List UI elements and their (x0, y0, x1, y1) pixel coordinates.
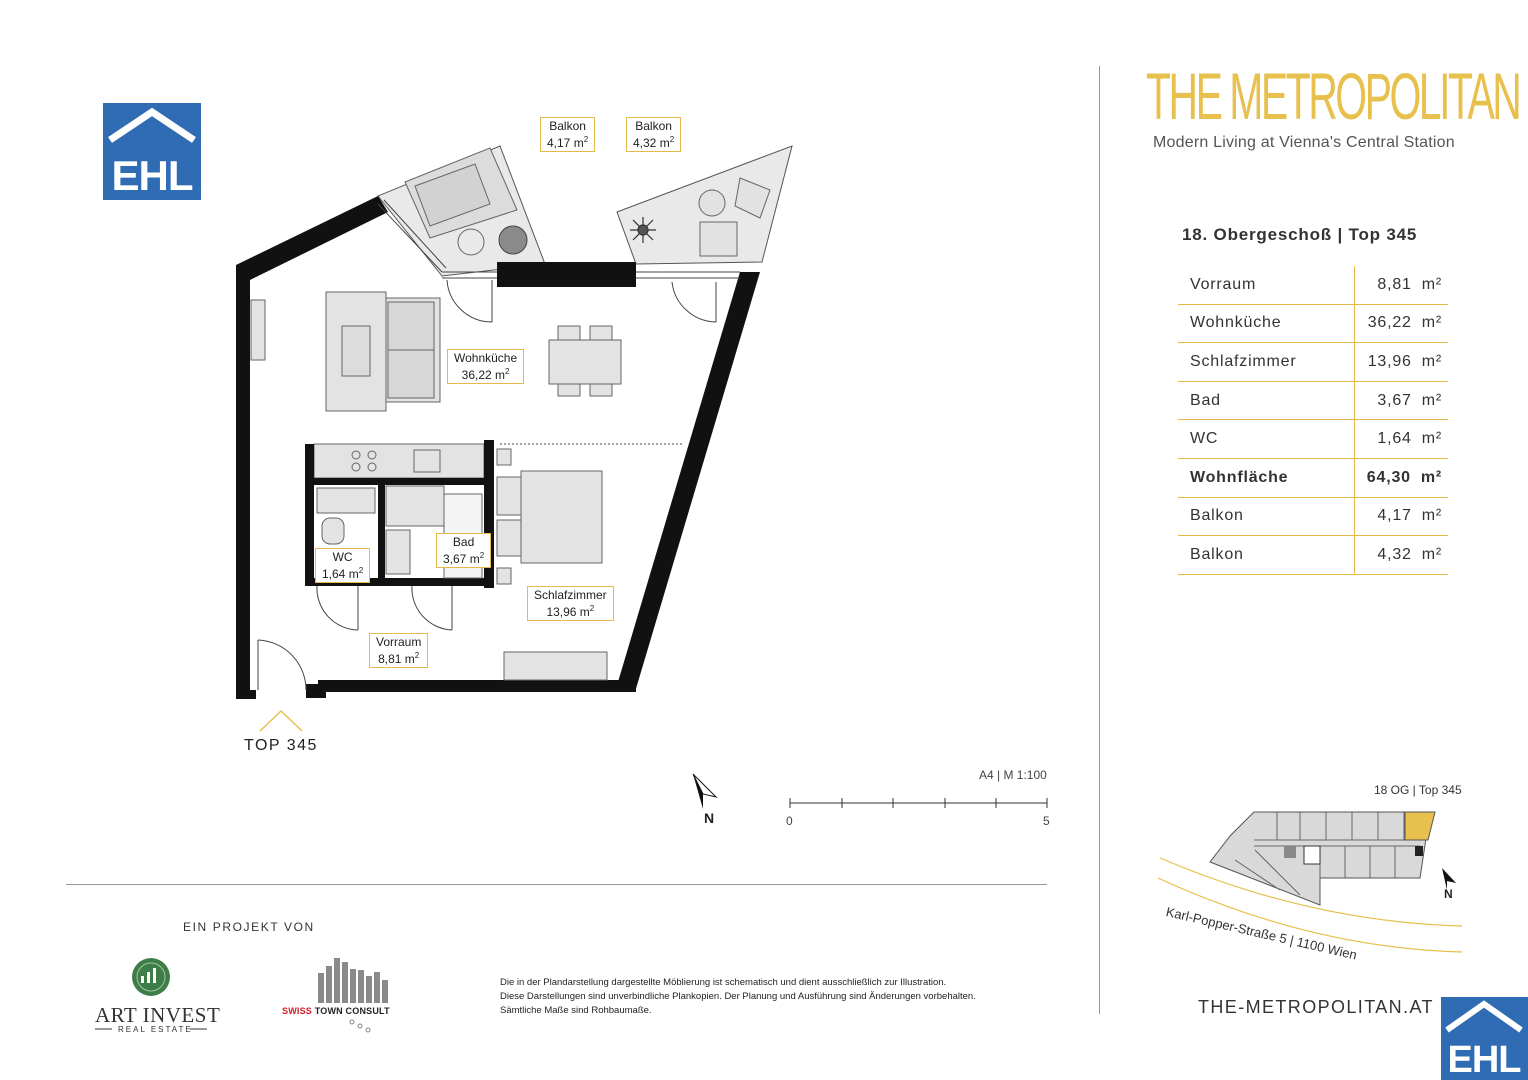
area-value (1355, 304, 1449, 343)
room-area (443, 549, 484, 566)
area-value (1355, 420, 1449, 459)
balkon-1-plant (499, 226, 527, 254)
room-area (454, 365, 517, 382)
balkon-2-plant (630, 217, 656, 243)
svg-text:EHL: EHL (111, 152, 193, 199)
area-unit: m² (1421, 352, 1442, 370)
area-number: 3,67 (1377, 391, 1412, 409)
room-area-value: 36,22 m (461, 368, 506, 382)
area-name: Bad (1178, 381, 1355, 420)
scale-end: 5 (1043, 814, 1050, 828)
room-area (322, 564, 363, 581)
art-invest-name: ART INVEST (95, 1003, 221, 1027)
room-area (376, 649, 421, 666)
area-name: Schlafzimmer (1178, 343, 1355, 382)
scale-label: A4 | M 1:100 (979, 768, 1047, 782)
brand-subtitle: Modern Living at Vienna's Central Station (1153, 134, 1455, 151)
area-name: Balkon (1178, 497, 1355, 536)
area-unit: m² (1421, 275, 1442, 293)
room-label-schlafzimmer (527, 586, 614, 621)
area-unit: m² (1421, 430, 1442, 448)
room-name: Vorraum (376, 635, 422, 649)
room-name: Balkon (635, 119, 672, 133)
room-label-wohnkueche (447, 349, 524, 384)
north-label-keyplan: N (1444, 887, 1453, 901)
art-invest-sub: REAL ESTATE (118, 1025, 193, 1034)
horizontal-divider (66, 884, 1047, 885)
area-name: WC (1178, 420, 1355, 459)
top-label: TOP 345 (244, 737, 318, 754)
area-number: 36,22 (1367, 314, 1412, 332)
room-name: Wohnküche (454, 351, 518, 365)
area-unit: m² (1420, 468, 1442, 486)
area-exponent: 2 (505, 367, 510, 376)
area-number: 13,96 (1367, 352, 1412, 370)
area-value (1355, 343, 1449, 382)
disclaimer-line: Diese Darstellungen sind unverbindliche Plankopien. Der Planung und Ausführung sind Änderungen vorbehalten. (500, 991, 976, 1002)
keyplan-label: 18 OG | Top 345 (1374, 783, 1462, 797)
area-value (1355, 381, 1449, 420)
room-name: Balkon (549, 119, 586, 133)
ehl-logo-top (103, 103, 201, 200)
room-label-balkon-2 (626, 117, 681, 152)
room-name: WC (332, 550, 353, 564)
area-row (1178, 458, 1448, 497)
wardrobe (251, 300, 265, 360)
area-row (1178, 497, 1448, 536)
stc-rest: TOWN CONSULT (312, 1006, 390, 1016)
room-area-value: 8,81 m (378, 652, 415, 666)
street-address: Karl-Popper-Straße 5 | 1100 Wien (1164, 904, 1359, 963)
area-value (1355, 458, 1449, 497)
area-exponent: 2 (414, 651, 420, 660)
area-value (1355, 497, 1449, 536)
north-label: N (704, 810, 715, 826)
area-exponent: 2 (479, 551, 485, 560)
keyplan-unit-highlight (1405, 812, 1435, 840)
room-area-value: 4,17 m (547, 136, 584, 150)
ehl-logo-bottom (1441, 997, 1528, 1080)
area-exponent: 2 (589, 604, 595, 613)
area-row (1178, 266, 1448, 304)
room-area-value: 4,32 m (633, 136, 670, 150)
area-unit: m² (1421, 314, 1442, 332)
project-by-label: EIN PROJEKT VON (183, 920, 315, 934)
room-area (547, 133, 588, 150)
area-name: Wohnfläche (1178, 458, 1355, 497)
room-name: Bad (452, 535, 475, 549)
scale-start: 0 (786, 814, 793, 828)
stc-logo-mark (318, 958, 388, 1032)
north-arrow-main (693, 774, 716, 809)
area-name: Balkon (1178, 536, 1355, 575)
area-row (1178, 304, 1448, 343)
entrance-marker (260, 711, 302, 731)
area-number: 1,64 (1377, 430, 1412, 448)
area-row (1178, 381, 1448, 420)
area-table-body (1178, 266, 1448, 574)
room-label-vorraum (369, 633, 428, 668)
area-exponent: 2 (583, 135, 589, 144)
svg-text:EHL: EHL (1447, 1039, 1521, 1080)
area-name: Wohnküche (1178, 304, 1355, 343)
scale-bar (790, 798, 1047, 808)
area-name: Vorraum (1178, 266, 1355, 304)
area-value (1355, 536, 1449, 575)
bedroom-furniture (497, 449, 607, 680)
area-number: 8,81 (1377, 275, 1412, 293)
stc-name (282, 1006, 390, 1016)
room-name: Schlafzimmer (534, 588, 607, 602)
area-number: 64,30 (1366, 468, 1411, 486)
disclaimer-line: Die in der Plandarstellung dargestellte Möblierung ist schematisch und dient ausschließlich zur Illustration. (500, 977, 947, 988)
room-area (534, 602, 607, 619)
area-row (1178, 536, 1448, 575)
stc-swiss: SWISS (282, 1006, 313, 1016)
area-number: 4,32 (1377, 545, 1412, 563)
area-exponent: 2 (358, 566, 364, 575)
room-area-value: 13,96 m (546, 605, 590, 619)
keyplan-map (1158, 812, 1462, 952)
disclaimer-line: Sämtliche Maße sind Rohbaumaße. (500, 1005, 652, 1016)
website-link[interactable]: THE-METROPOLITAN.AT (1198, 997, 1434, 1017)
brand-title: THE METROPOLITAN (1146, 59, 1520, 133)
disclaimer (500, 976, 1060, 1018)
area-value (1355, 266, 1449, 304)
area-exponent: 2 (669, 135, 675, 144)
room-area (633, 133, 674, 150)
area-table (1178, 266, 1448, 575)
room-label-bad (436, 533, 491, 568)
room-area-value: 3,67 m (443, 552, 480, 566)
floor-title: 18. Obergeschoß | Top 345 (1182, 225, 1418, 244)
room-label-wc (315, 548, 370, 583)
area-unit: m² (1421, 545, 1442, 563)
area-row (1178, 420, 1448, 459)
vertical-divider (1099, 66, 1100, 1014)
area-row (1178, 343, 1448, 382)
room-label-balkon-1 (540, 117, 595, 152)
area-number: 4,17 (1377, 507, 1412, 525)
kitchen-counter (314, 444, 484, 478)
area-unit: m² (1421, 391, 1442, 409)
room-area-value: 1,64 m (322, 567, 359, 581)
area-unit: m² (1421, 507, 1442, 525)
